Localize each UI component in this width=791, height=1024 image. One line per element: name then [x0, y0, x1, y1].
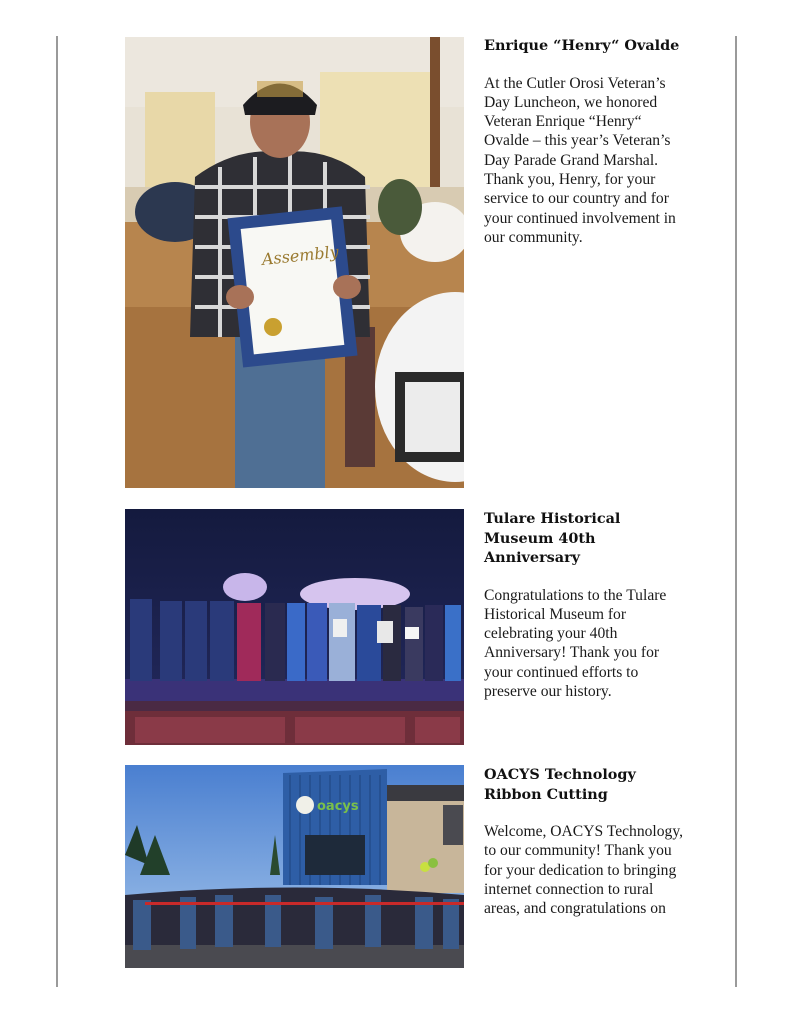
- story-body: Congratulations to the Tulare Historical Museum for celebrating your 40th Anniversary! Thank you for your continued efforts to preserve our history.: [484, 586, 667, 700]
- museum-photo-illustration: [125, 509, 464, 745]
- story-title: Enrique “Henry“ Ovalde: [484, 37, 680, 54]
- story-title: OACYS Technology Ribbon Cutting: [484, 766, 636, 803]
- page-border-left: [56, 36, 58, 987]
- story-title: Tulare Historical Museum 40th Anniversary: [484, 510, 621, 566]
- story-veteran: [484, 36, 684, 247]
- veteran-photo: [125, 37, 464, 488]
- museum-anniversary-photo: [125, 509, 464, 745]
- story-body: Welcome, OACYS Technology, to our community! Thank you for your dedication to bringing internet connection to rural areas, and congratulations on: [484, 823, 684, 918]
- story-oacys: [484, 765, 684, 918]
- story-body: At the Cutler Orosi Veteran’s Day Luncheon, we honored Veteran Enrique “Henry“ Ovalde – this year’s Veteran’s Day Parade Grand Marshal. Thank you, Henry, for your service to our country and for your continued involvement in our community.: [484, 74, 676, 246]
- veteran-photo-illustration: [125, 37, 464, 488]
- ribbon-cutting-illustration: [125, 765, 464, 968]
- story-museum: [484, 509, 684, 701]
- svg-text:Assembly: Assembly: [260, 241, 340, 269]
- ribbon-cutting-photo: [125, 765, 464, 968]
- oacys-sign-text: oacys: [317, 799, 359, 814]
- page-border-right: [735, 36, 737, 987]
